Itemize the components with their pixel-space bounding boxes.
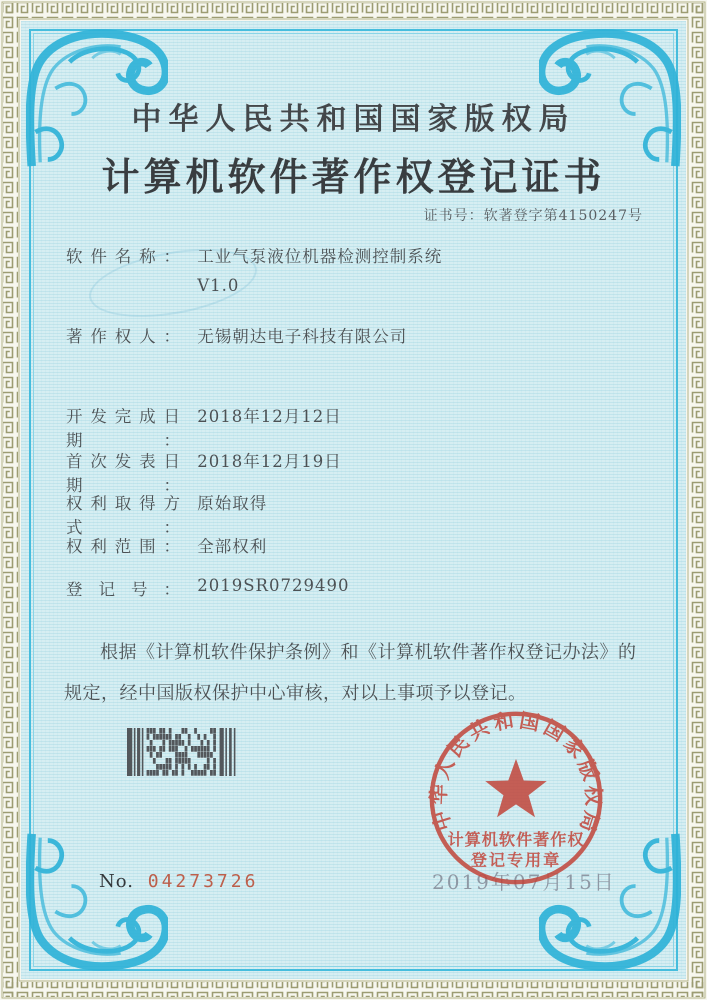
field-value-first-publish-date: 2018年12月19日	[197, 452, 342, 471]
field-label-dev-complete-date: 开发完成日期：	[66, 407, 180, 450]
certificate-number-value: 软著登字第4150247号	[483, 208, 643, 224]
field-rights-scope	[66, 533, 267, 557]
field-label-first-publish-date: 首次发表日期：	[66, 452, 180, 495]
field-copyright-owner	[66, 323, 407, 347]
field-software-name	[66, 243, 442, 295]
field-label-software-name: 软件名称：	[66, 247, 180, 266]
barcode	[127, 728, 237, 776]
seal-text-line1: 计算机软件著作权	[447, 829, 585, 849]
field-value-software-name	[197, 243, 442, 295]
seal-star-icon	[485, 759, 546, 817]
issuing-authority-title: 中华人民共和国国家版权局	[131, 102, 576, 137]
field-value-copyright-owner: 无锡朝达电子科技有限公司	[197, 327, 408, 346]
seal-ring-text: 中华人民共和国国家版权局	[426, 707, 606, 836]
field-first-publish-date	[66, 448, 342, 496]
serial-number-label: No.	[99, 871, 134, 892]
field-value-rights-acquisition: 原始取得	[197, 494, 268, 513]
serial-number-digits: 04273726	[147, 871, 259, 892]
field-label-rights-scope: 权利范围：	[66, 537, 180, 556]
field-value-rights-scope: 全部权利	[197, 537, 268, 556]
certificate-title: 计算机软件著作权登记证书	[101, 154, 606, 199]
field-value-registration-number: 2019SR0729490	[197, 576, 350, 595]
registration-statement: 根据《计算机软件保护条例》和《计算机软件著作权登记办法》的规定，经中国版权保护中心审核，对以上事项予以登记。	[64, 642, 637, 704]
field-dev-complete-date	[66, 403, 342, 451]
certificate-number-line	[424, 205, 643, 225]
software-name-text: 工业气泵液位机器检测控制系统	[197, 247, 443, 266]
field-rights-acquisition	[66, 490, 267, 538]
field-label-copyright-owner: 著作权人：	[66, 327, 180, 346]
field-value-dev-complete-date: 2018年12月12日	[197, 407, 342, 426]
seal-text-line2: 登记专用章	[470, 850, 562, 870]
corner-scroll-ornament-bottom-left	[26, 832, 168, 974]
certificate-number-label: 证书号：	[423, 208, 484, 224]
seal-date: 2019年07月15日	[432, 870, 616, 894]
field-label-rights-acquisition: 权利取得方式：	[66, 494, 180, 537]
field-label-registration-number: 登记号：	[66, 580, 180, 599]
field-registration-number	[66, 576, 349, 600]
official-red-seal	[423, 705, 609, 891]
software-version-text: V1.0	[197, 276, 240, 295]
serial-number-line	[99, 871, 258, 892]
